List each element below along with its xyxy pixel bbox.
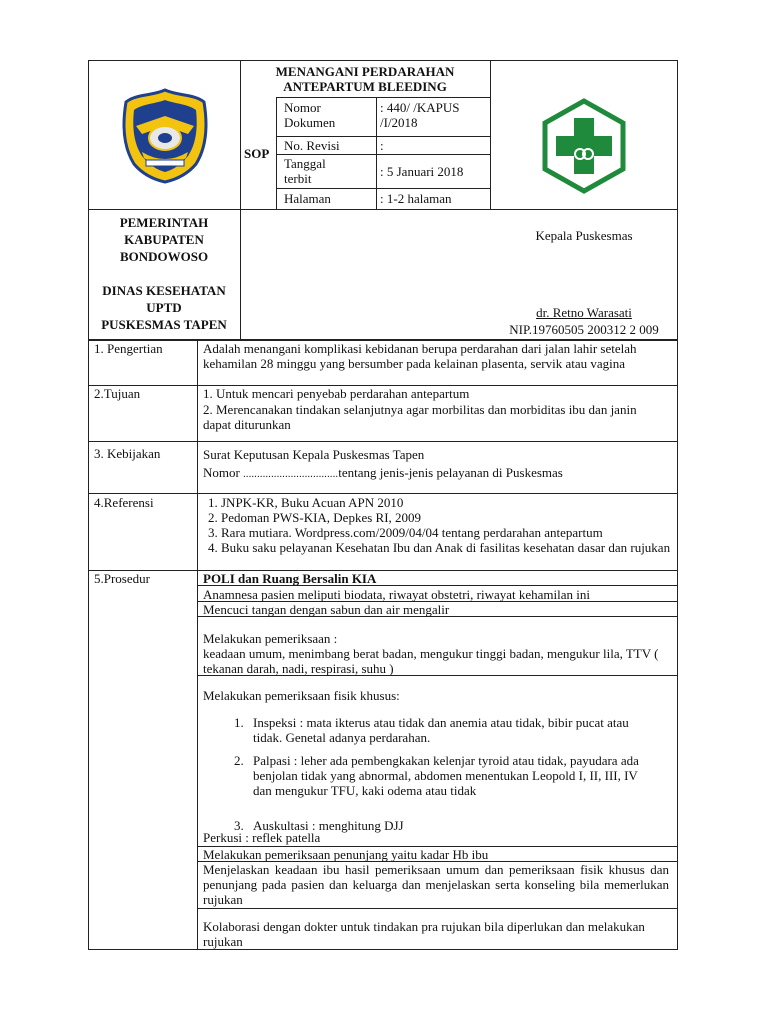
divider [490,60,491,210]
divider [276,188,490,189]
title-line: ANTEPARTUM BLEEDING [283,79,447,94]
prosedur-step-title: Melakukan pemeriksaan fisik khusus: [203,688,400,703]
org-line: PEMERINTAH [119,215,209,230]
tujuan-item: 2. Merencanakan tindakan selanjutnya agar morbilitas dan morbiditas ibu dan janin dapat diturunkan [203,402,637,432]
divider [197,908,678,909]
section-label-pengertian: 1. Pengertian [94,341,163,356]
kebijakan-line: Surat Keputusan Kepala Puskesmas Tapen [203,447,425,462]
divider [376,97,377,210]
divider [276,97,490,98]
title-line: MENANGANI PERDARAHAN [275,64,455,79]
field-label: Tanggal terbit [284,156,326,186]
field-value: : [380,138,384,153]
divider [88,493,678,494]
divider [276,97,277,210]
sop-label: SOP [244,146,270,161]
section-label-tujuan: 2.Tujuan [94,386,141,401]
field-label: Nomor Dokumen [284,100,336,130]
organization-block [88,214,240,333]
prosedur-heading: POLI dan Ruang Bersalin KIA [203,571,377,586]
kebijakan-prefix: Nomor [203,465,244,480]
prosedur-step-title: Melakukan pemeriksaan : [203,631,338,646]
org-line: BONDOWOSO [119,249,209,264]
list-item: 3. Rara mutiara. Wordpress.com/2009/04/04 tentang perdarahan antepartum [221,525,675,540]
divider [276,154,490,155]
document-info-table [276,97,490,210]
bondowoso-emblem-logo [116,86,214,184]
pengertian-text: Adalah menangani komplikasi kebidanan berupa perdarahan dari jalan lahir setelah kehamilan 28 minggu yang bersumber pada kelainan plasenta, servik atau vagina [203,341,637,371]
referensi-list [203,495,675,555]
divider [88,570,678,571]
divider [197,340,198,950]
prosedur-step: keadaan umum, menimbang berat badan, mengukur tinggi badan, mengukur lila, TTV ( tekanan darah, nadi, respirasi, suhu ) [203,646,659,676]
approver-nip: NIP.19760505 200312 2 009 [509,322,659,337]
prosedur-step: Mencuci tangan dengan sabun dan air mengalir [203,602,450,617]
list-item: 2. Palpasi : leher ada pembengkakan kelenjar tyroid atau tidak, payudara ada benjolan tidak yang abnormal, abdomen menentukan Leopold I, II, III, IV dan mengukur TFU, kaki odema atau tidak [247,753,643,798]
list-item: 2. Pedoman PWS-KIA, Depkes RI, 2009 [221,510,675,525]
section-label-referensi: 4.Referensi [94,495,154,510]
kebijakan-dots: .................................. [243,469,339,480]
field-value: : 5 Januari 2018 [380,164,464,179]
field-label: Halaman [284,191,331,206]
field-label: No. Revisi [284,138,340,153]
list-item: 3. Auskultasi : menghitung DJJ [247,818,643,833]
section-label-prosedur: 5.Prosedur [94,571,150,586]
prosedur-step: Kolaborasi dengan dokter untuk tindakan pra rujukan bila diperlukan dan melakukan rujukan [203,919,645,949]
org-line: KABUPATEN [124,232,204,247]
list-item: 4. Buku saku pelayanan Kesehatan Ibu dan Anak di fasilitas kesehatan dasar dan rujukan [221,540,675,555]
prosedur-step: Perkusi : reflek patella [203,830,321,845]
divider [88,441,678,442]
approval-title: Kepala Puskesmas [535,228,633,243]
field-value: : 1-2 halaman [380,191,452,206]
puskesmas-logo [536,98,632,194]
fisik-list [203,715,643,833]
prosedur-step: Anamnesa pasien meliputi biodata, riwayat obstetri, riwayat kehamilan ini [203,587,590,602]
tujuan-item: 1. Untuk mencari penyebab perdarahan antepartum [203,386,470,401]
section-label-kebijakan: 3. Kebijakan [94,446,161,461]
org-line: UPTD [146,300,182,315]
prosedur-step: Menjelaskan keadaan ibu hasil pemeriksaan umum dan pemeriksaan fisik khusus dan penunjang pada pasien dan keluarga dan menjelaskan serta konseling bila memerlukan rujukan [203,862,669,907]
org-line: PUSKESMAS TAPEN [101,317,227,332]
divider [276,136,490,137]
document-title [242,64,488,94]
divider [240,60,241,340]
list-item: 1. Inspeksi : mata ikterus atau tidak dan anemia atau tidak, bibir pucat atau tidak. Genetal adanya perdarahan. [247,715,643,745]
approver-name: dr. Retno Warasati [536,305,632,320]
list-item: 1. JNPK-KR, Buku Acuan APN 2010 [221,495,675,510]
org-line: DINAS KESEHATAN [102,283,226,298]
field-value: : 440/ /KAPUS /I/2018 [380,100,460,130]
prosedur-step: Melakukan pemeriksaan penunjang yaitu kadar Hb ibu [203,847,489,862]
kebijakan-suffix: tentang jenis-jenis pelayanan di Puskesmas [338,465,563,480]
kebijakan-line [203,465,623,482]
